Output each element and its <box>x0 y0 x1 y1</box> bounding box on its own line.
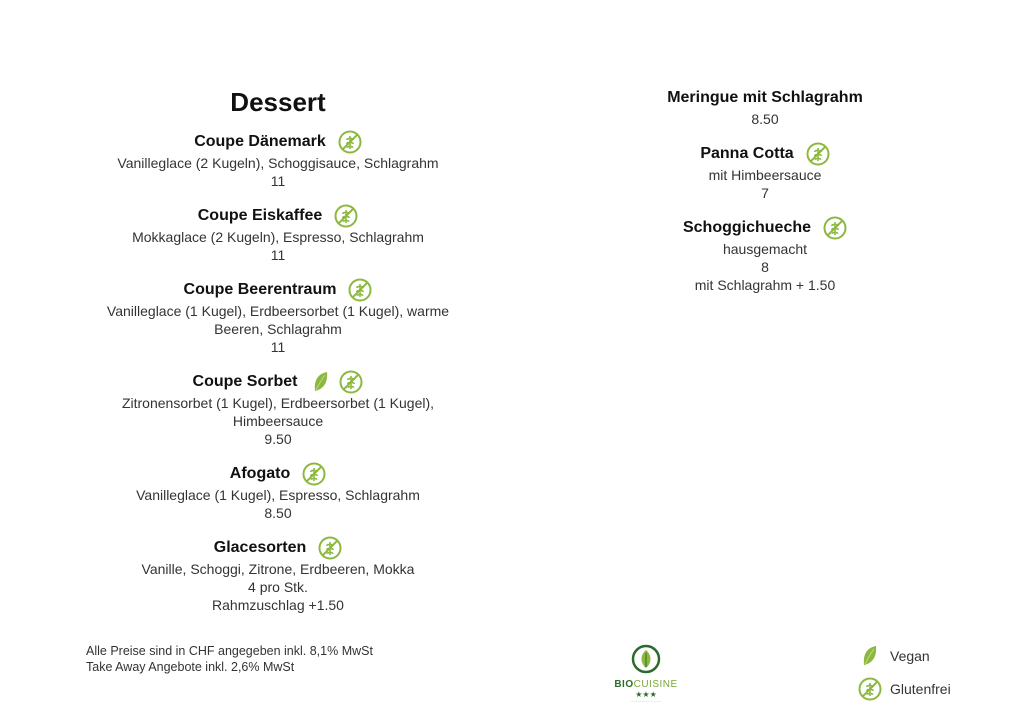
right-item-list <box>600 86 930 294</box>
menu-item-line: 8.50 <box>751 111 779 127</box>
menu-item-header <box>78 278 478 302</box>
menu-item-line: Rahmzuschlag +1.50 <box>212 597 344 613</box>
gluten-free-icon <box>339 370 363 394</box>
gluten-free-icon <box>338 130 362 154</box>
menu-item-header <box>600 142 930 166</box>
gluten-free-icon <box>318 536 342 560</box>
diet-icons <box>348 278 372 302</box>
diet-icons <box>823 216 847 240</box>
menu-item-line: 11 <box>270 173 286 189</box>
bio-cuisine-stars: ★★★ <box>635 690 657 699</box>
leaf-icon <box>858 644 882 668</box>
right-column <box>600 86 930 308</box>
menu-item-line: mit Himbeersauce <box>708 167 822 183</box>
gluten-free-icon <box>302 462 326 486</box>
menu-item-header <box>78 204 478 228</box>
price-note <box>86 643 373 675</box>
menu-item-name: Afogato <box>229 465 291 482</box>
gluten-free-icon <box>806 142 830 166</box>
menu-item <box>600 216 930 294</box>
legend-glutenfree-label: Glutenfrei <box>890 681 951 697</box>
menu-item-header <box>78 130 478 154</box>
menu-item-name: Meringue mit Schlagrahm <box>667 89 863 106</box>
bio-cuisine-fineprint: ······················· <box>630 699 662 704</box>
menu-item-line: 4 pro Stk. <box>248 579 308 595</box>
menu-item-line: 8.50 <box>264 505 292 521</box>
diet-icons <box>806 142 830 166</box>
menu-item-line: 11 <box>270 247 286 263</box>
menu-item <box>78 370 478 448</box>
bio-cuisine-emblem-icon <box>631 644 661 674</box>
menu-item-line: Himbeersauce <box>232 413 324 429</box>
left-column <box>78 86 478 628</box>
menu-item <box>600 142 930 202</box>
menu-item <box>78 278 478 356</box>
menu-item-line: Mokkaglace (2 Kugeln), Espresso, Schlagrahm <box>132 229 424 245</box>
menu-item-line: hausgemacht <box>722 241 808 257</box>
menu-item-name: Schoggichueche <box>682 219 812 236</box>
left-item-list <box>78 130 478 614</box>
diet-icons <box>338 130 362 154</box>
menu-item-header <box>600 216 930 240</box>
menu-item-name: Coupe Beerentraum <box>183 281 337 298</box>
menu-item-line: Beeren, Schlagrahm <box>214 321 342 337</box>
gluten-free-icon <box>858 677 882 701</box>
menu-item-line: Vanilleglace (2 Kugeln), Schoggisauce, Schlagrahm <box>117 155 439 171</box>
menu-item-line: 11 <box>270 339 286 355</box>
menu-item-header <box>600 86 930 110</box>
menu-item-name: Glacesorten <box>213 539 307 556</box>
menu-item <box>78 130 478 190</box>
menu-item <box>78 536 478 614</box>
menu-item-line: Vanilleglace (1 Kugel), Erdbeersorbet (1 Kugel), warme <box>106 303 450 319</box>
menu-item-name: Coupe Sorbet <box>192 373 298 390</box>
price-note-line-1: Alle Preise sind in CHF angegeben inkl. 8,1% MwSt <box>86 644 373 658</box>
menu-item-name: Coupe Eiskaffee <box>197 207 323 224</box>
menu-item-name: Coupe Dänemark <box>194 133 326 150</box>
page-title: Dessert <box>230 87 326 117</box>
legend-glutenfree <box>858 677 951 701</box>
menu-item <box>78 462 478 522</box>
gluten-free-icon <box>334 204 358 228</box>
bio-cuisine-logo <box>608 644 684 704</box>
menu-item-header <box>78 462 478 486</box>
menu-item-line: Vanilleglace (1 Kugel), Espresso, Schlagrahm <box>136 487 420 503</box>
menu-item <box>600 86 930 128</box>
menu-item-header <box>78 536 478 560</box>
diet-icons <box>302 462 326 486</box>
diet-icons <box>334 204 358 228</box>
diet-icons <box>309 370 363 394</box>
menu-item-line: 9.50 <box>264 431 292 447</box>
menu-item-header <box>78 370 478 394</box>
price-note-line-2: Take Away Angebote inkl. 2,6% MwSt <box>86 660 295 674</box>
bio-cuisine-wordmark: BIOCUISINE <box>614 679 678 690</box>
menu-item <box>78 204 478 264</box>
menu-item-line: mit Schlagrahm + 1.50 <box>694 277 836 293</box>
menu-item-line: 7 <box>761 185 769 201</box>
menu-item-line: 8 <box>761 259 769 275</box>
legend-vegan <box>858 644 930 668</box>
legend-vegan-label: Vegan <box>890 648 930 664</box>
leaf-icon <box>309 370 333 394</box>
menu-item-name: Panna Cotta <box>700 145 794 162</box>
menu-item-line: Zitronensorbet (1 Kugel), Erdbeersorbet (1 Kugel), <box>121 395 435 411</box>
diet-icons <box>318 536 342 560</box>
gluten-free-icon <box>348 278 372 302</box>
gluten-free-icon <box>823 216 847 240</box>
menu-item-line: Vanille, Schoggi, Zitrone, Erdbeeren, Mokka <box>141 561 415 577</box>
